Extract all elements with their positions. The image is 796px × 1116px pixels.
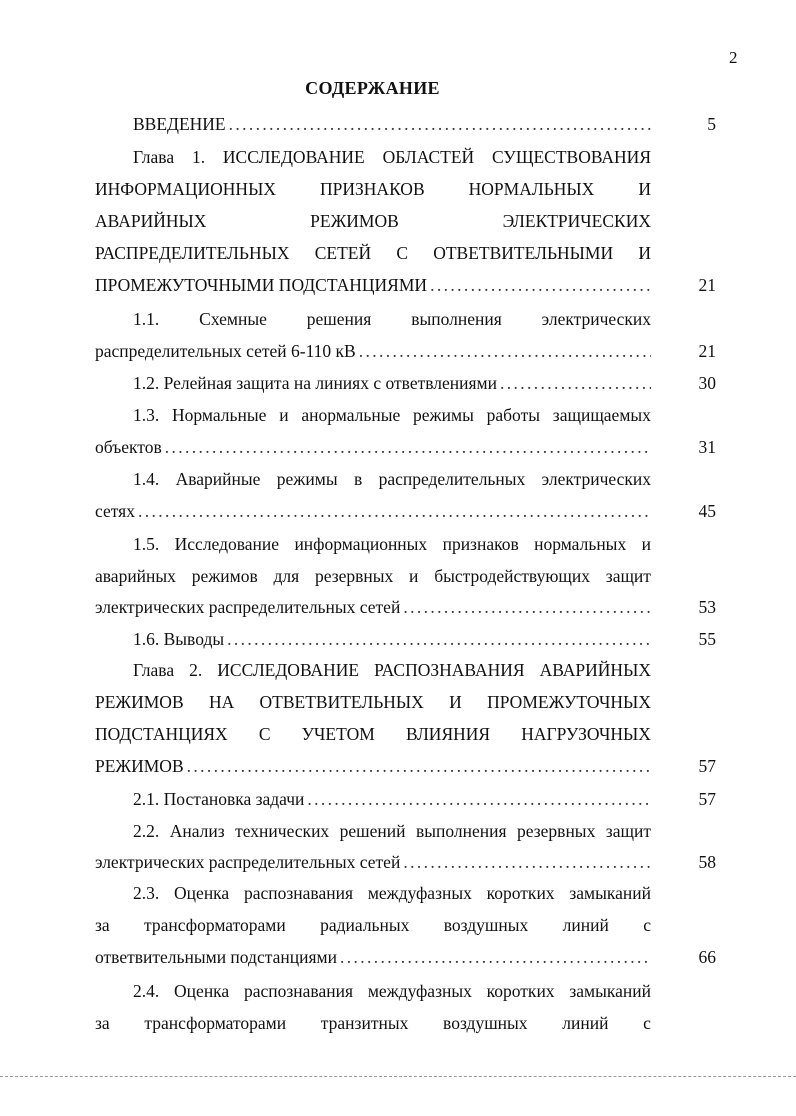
toc-section-2-3-line-3[interactable] — [95, 946, 651, 968]
word: 1.3. — [133, 405, 160, 425]
toc-section-1-5-line-3[interactable] — [95, 596, 651, 618]
word: НОРМАЛЬНЫХ — [468, 179, 595, 199]
toc-section-1-3-line-1[interactable] — [133, 404, 651, 426]
word: Нормальные — [172, 405, 267, 425]
leader-dots — [403, 596, 651, 618]
leader-dots — [340, 946, 651, 968]
word: ПРОМЕЖУТОЧНЫХ — [487, 692, 651, 712]
word: коротких — [486, 981, 555, 1001]
word: АВАРИЙНЫХ — [539, 660, 651, 680]
word: РАСПОЗНАВАНИЯ — [374, 660, 525, 680]
word: распределительных — [378, 469, 526, 489]
word: защищаемых — [552, 405, 651, 425]
toc-section-2-2-line-2[interactable] — [95, 851, 651, 873]
toc-page-number: 57 — [698, 756, 716, 776]
word: ОБЛАСТЕЙ — [382, 147, 475, 167]
word: ПОДСТАНЦИЯХ — [95, 724, 228, 744]
word: замыканий — [569, 981, 651, 1001]
word: режимы — [413, 405, 474, 425]
word: быстродействующих — [434, 566, 591, 586]
toc-chapter-2-line-2[interactable] — [95, 691, 651, 713]
word: линий — [562, 915, 609, 935]
toc-page-number: 45 — [698, 501, 716, 521]
word: выполнения — [415, 821, 507, 841]
word: Аварийные — [175, 469, 261, 489]
leader-dots — [165, 436, 651, 458]
toc-chapter-1-line-1[interactable] — [133, 146, 651, 168]
word: 1.4. — [133, 469, 160, 489]
word: линий — [562, 1013, 609, 1033]
word: И — [638, 179, 651, 199]
word: электрических — [541, 309, 651, 329]
toc-entry-text: объектов — [95, 437, 162, 457]
toc-section-1-4-line-1[interactable] — [133, 468, 651, 490]
toc-entry-text: электрических распределительных сетей — [95, 597, 401, 617]
word: ОТВЕТВИТЕЛЬНЫМИ — [433, 243, 614, 263]
toc-entry-text: 1.2. Релейная защита на линиях с ответвлениями — [133, 373, 497, 393]
word: резервных — [314, 566, 394, 586]
word: транзитных — [320, 1013, 409, 1033]
word: анормальные — [301, 405, 401, 425]
toc-section-1-1-line-1[interactable] — [133, 308, 651, 330]
word: 1.5. — [133, 534, 160, 554]
word: С — [396, 243, 409, 263]
word: ИНФОРМАЦИОННЫХ — [95, 179, 276, 199]
word: признаков — [442, 534, 519, 554]
toc-section-2-3-line-1[interactable] — [133, 882, 651, 904]
toc-section-2-2-line-1[interactable] — [133, 820, 651, 842]
word: с — [643, 915, 651, 935]
word: ВЛИЯНИЯ — [405, 724, 491, 744]
word: 1. — [191, 147, 206, 167]
toc-chapter-2-line-1[interactable] — [133, 659, 651, 681]
word: Оценка — [174, 883, 230, 903]
word: защит — [605, 821, 651, 841]
word: радиальных — [320, 915, 410, 935]
word: в — [353, 469, 363, 489]
toc-section-1-1-line-2[interactable] — [95, 340, 651, 362]
toc-entry-text: РЕЖИМОВ — [95, 756, 184, 776]
leader-dots — [359, 340, 651, 362]
word: за — [95, 1013, 110, 1033]
leader-dots — [500, 372, 651, 394]
word: и — [409, 566, 419, 586]
word: С — [258, 724, 271, 744]
word: аварийных — [95, 566, 176, 586]
word: И — [638, 243, 651, 263]
word: информационных — [294, 534, 428, 554]
toc-entry-text: распределительных сетей 6-110 кВ — [95, 341, 356, 361]
word: 2. — [189, 660, 203, 680]
word: Глава — [133, 147, 175, 167]
word: ЭЛЕКТРИЧЕСКИХ — [502, 211, 651, 231]
toc-page-number: 21 — [698, 341, 716, 361]
toc-page-number: 31 — [698, 437, 716, 457]
word: Схемные — [199, 309, 267, 329]
word: воздушных — [443, 915, 529, 935]
toc-chapter-1-line-4[interactable] — [95, 242, 651, 264]
word: Исследование — [174, 534, 280, 554]
leader-dots — [229, 113, 651, 135]
toc-entry-text: сетях — [95, 501, 135, 521]
word: междуфазных — [367, 981, 472, 1001]
toc-page-number: 21 — [698, 275, 716, 295]
toc-page-number: 55 — [698, 629, 716, 649]
toc-section-1-4-line-2[interactable] — [95, 500, 651, 522]
word: трансформаторами — [144, 1013, 287, 1033]
word: электрических — [541, 469, 651, 489]
word: и — [641, 534, 651, 554]
leader-dots — [307, 788, 651, 810]
toc-entry-text: 1.6. Выводы — [133, 629, 225, 649]
word: 2.4. — [133, 981, 160, 1001]
word: решений — [339, 821, 406, 841]
toc-chapter-2-line-4[interactable] — [95, 755, 651, 777]
toc-section-1-5-line-2[interactable] — [95, 565, 651, 587]
word: РАСПРЕДЕЛИТЕЛЬНЫХ — [95, 243, 290, 263]
word: технических — [235, 821, 330, 841]
toc-chapter-1-line-3[interactable] — [95, 210, 651, 232]
toc-chapter-1-line-2[interactable] — [95, 178, 651, 200]
word: воздушных — [443, 1013, 528, 1033]
word: СЕТЕЙ — [314, 243, 372, 263]
toc-entry-text: 2.1. Постановка задачи — [133, 789, 305, 809]
page-number: 2 — [729, 48, 738, 67]
toc-entry-text: электрических распределительных сетей — [95, 852, 401, 872]
word: режимов — [191, 566, 258, 586]
toc-entry-text: ПРОМЕЖУТОЧНЫМИ ПОДСТАНЦИЯМИ — [95, 275, 428, 295]
toc-section-1-2[interactable] — [133, 372, 651, 394]
word: Оценка — [174, 981, 230, 1001]
toc-section-1-6[interactable] — [133, 628, 651, 650]
word: работы — [486, 405, 540, 425]
word: СУЩЕСТВОВАНИЯ — [491, 147, 651, 167]
toc-page-number: 57 — [698, 789, 716, 809]
word: НАГРУЗОЧНЫХ — [521, 724, 651, 744]
leader-dots — [227, 628, 651, 650]
word: распознавания — [243, 883, 354, 903]
toc-chapter-1-line-5[interactable] — [95, 274, 651, 296]
toc-page-number: 5 — [707, 114, 716, 134]
word: ПРИЗНАКОВ — [320, 179, 425, 199]
word: ИССЛЕДОВАНИЕ — [222, 147, 365, 167]
word: коротких — [486, 883, 555, 903]
toc-entry-intro[interactable] — [133, 113, 651, 135]
word: УЧЕТОМ — [301, 724, 375, 744]
word: 1.1. — [133, 309, 160, 329]
word: И — [449, 692, 462, 712]
word: резервных — [517, 821, 596, 841]
toc-entry-text: ВВЕДЕНИЕ — [133, 114, 226, 134]
word: трансформаторами — [144, 915, 286, 935]
toc-entry-text: ответвительными подстанциями — [95, 947, 337, 967]
toc-section-1-5-line-1[interactable] — [133, 533, 651, 555]
word: и — [279, 405, 289, 425]
word: за — [95, 915, 110, 935]
leader-dots — [403, 851, 651, 873]
word: Глава — [133, 660, 175, 680]
word: НА — [208, 692, 235, 712]
word: защит — [605, 566, 651, 586]
leader-dots — [138, 500, 651, 522]
toc-page-number: 58 — [698, 852, 716, 872]
toc-section-1-3-line-2[interactable] — [95, 436, 651, 458]
word: решения — [306, 309, 372, 329]
word: 2.3. — [133, 883, 160, 903]
toc-section-2-4-line-2[interactable] — [95, 1012, 651, 1034]
leader-dots — [430, 274, 651, 296]
word: распознавания — [243, 981, 354, 1001]
word: выполнения — [411, 309, 502, 329]
toc-page-number: 53 — [698, 597, 716, 617]
scan-artifact-line — [0, 1076, 796, 1083]
page-title: СОДЕРЖАНИЕ — [305, 78, 440, 98]
leader-dots — [187, 755, 651, 777]
word: ИССЛЕДОВАНИЕ — [217, 660, 360, 680]
word: АВАРИЙНЫХ — [95, 211, 207, 231]
word: замыканий — [569, 883, 651, 903]
toc-chapter-2-line-3[interactable] — [95, 723, 651, 745]
word: нормальных — [534, 534, 627, 554]
word: РЕЖИМОВ — [95, 692, 184, 712]
word: для — [273, 566, 300, 586]
word: РЕЖИМОВ — [310, 211, 399, 231]
toc-section-2-4-line-1[interactable] — [133, 980, 651, 1002]
word: режимы — [276, 469, 338, 489]
word: с — [643, 1013, 651, 1033]
word: 2.2. — [133, 821, 160, 841]
toc-section-2-3-line-2[interactable] — [95, 914, 651, 936]
word: Анализ — [169, 821, 225, 841]
toc-section-2-1[interactable] — [133, 788, 651, 810]
toc-page-number: 30 — [698, 373, 716, 393]
word: ОТВЕТВИТЕЛЬНЫХ — [259, 692, 424, 712]
word: междуфазных — [367, 883, 472, 903]
toc-page-number: 66 — [698, 947, 716, 967]
